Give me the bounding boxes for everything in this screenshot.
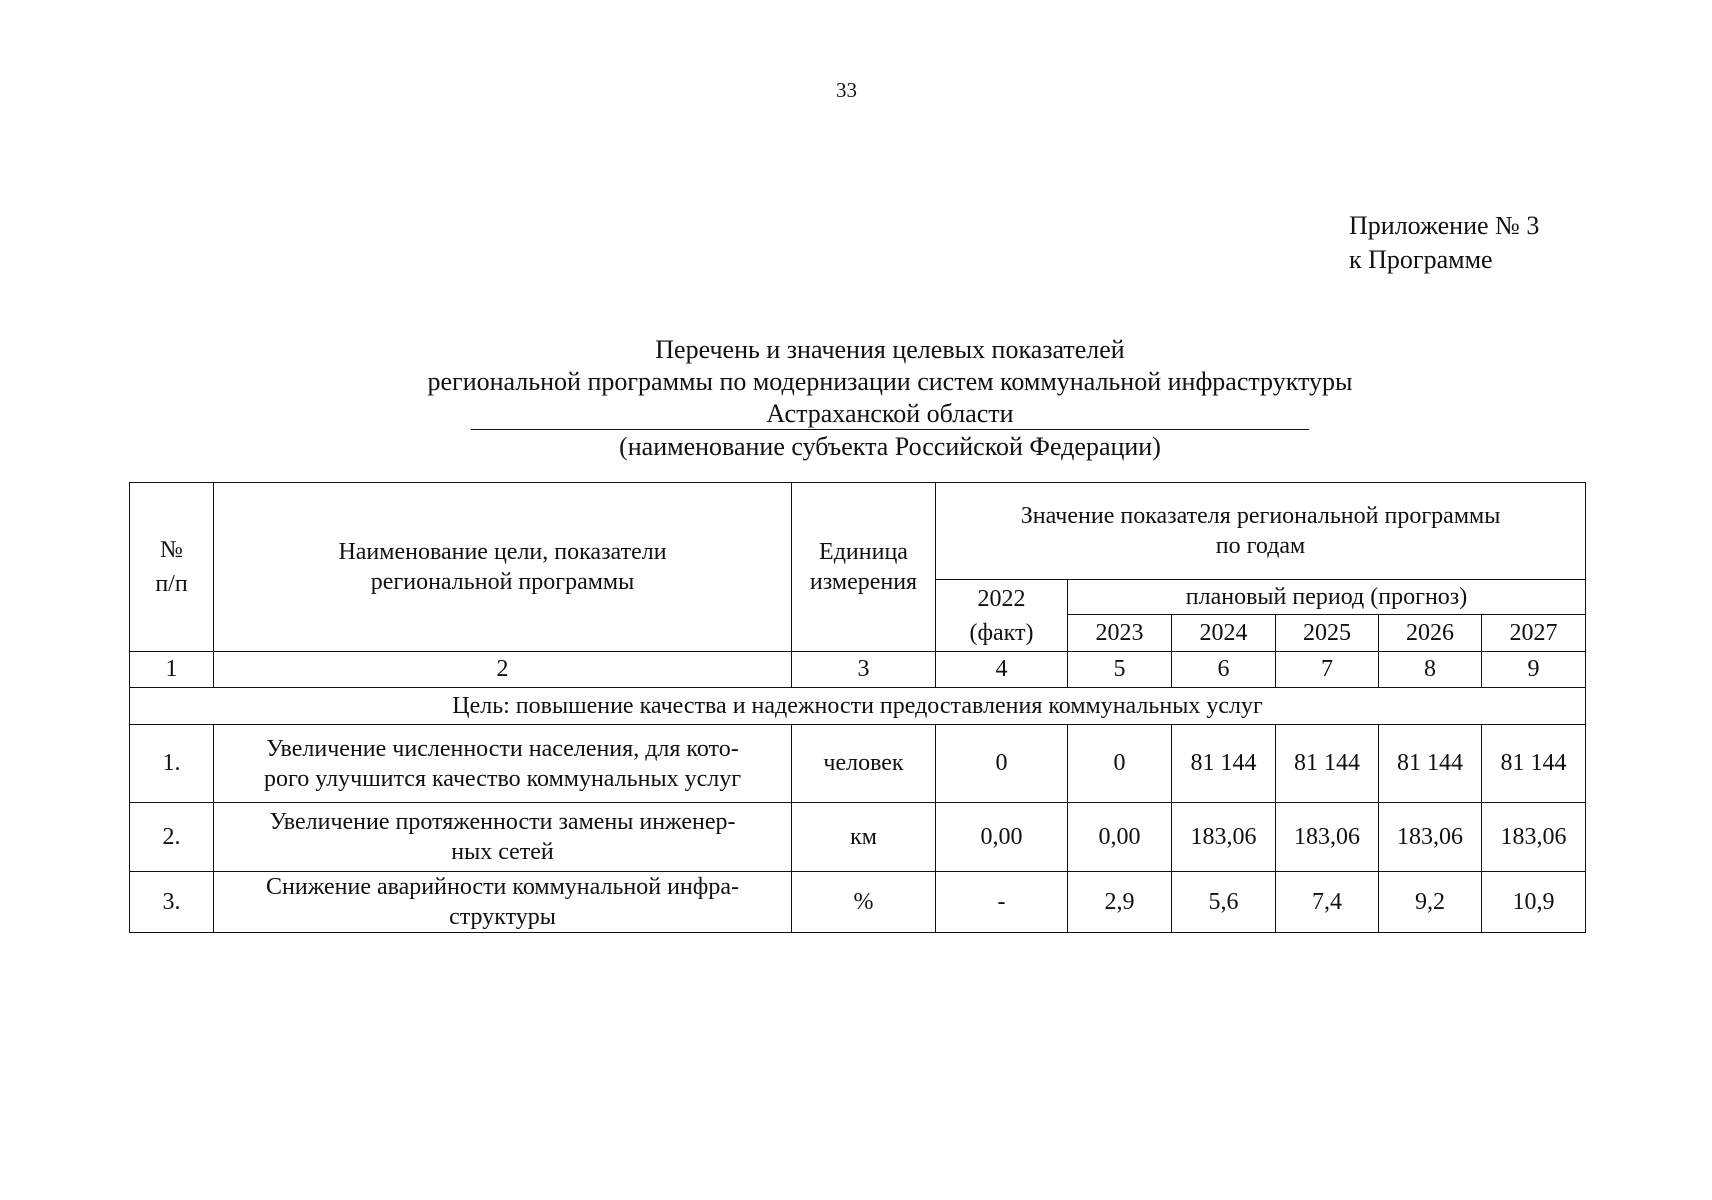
header-values-line-1: Значение показателя региональной программы xyxy=(1020,503,1501,529)
value-cell: 0,00 xyxy=(936,803,1068,872)
header-name-line-2: региональной программы xyxy=(370,569,635,595)
value-cell: 2,9 xyxy=(1068,872,1172,933)
column-number: 1 xyxy=(130,652,214,688)
header-name xyxy=(214,483,792,652)
title-line-2: региональной программы по модернизации систем коммунальной инфраструктуры xyxy=(427,367,1353,396)
value-cell: 0 xyxy=(936,725,1068,803)
header-unit-line-2: измерения xyxy=(809,569,918,595)
column-number: 6 xyxy=(1172,652,1276,688)
value-cell: 183,06 xyxy=(1379,803,1482,872)
header-fact-year-value: 2022 xyxy=(977,585,1026,612)
table-row xyxy=(130,725,1586,803)
value-cell: 9,2 xyxy=(1379,872,1482,933)
value-cell: 183,06 xyxy=(1172,803,1276,872)
indicator-unit: км xyxy=(792,803,936,872)
value-cell: 0,00 xyxy=(1068,803,1172,872)
column-number: 5 xyxy=(1068,652,1172,688)
header-values xyxy=(936,483,1586,580)
column-number: 9 xyxy=(1482,652,1586,688)
header-number xyxy=(130,483,214,652)
header-year: 2025 xyxy=(1276,615,1379,652)
header-fact-year xyxy=(936,580,1068,652)
header-name-line-1: Наименование цели, показатели xyxy=(338,539,667,565)
region-name: Астраханской области xyxy=(471,399,1309,430)
header-plan-period: плановый период (прогноз) xyxy=(1068,580,1586,615)
value-cell: 5,6 xyxy=(1172,872,1276,933)
indicator-unit: человек xyxy=(792,725,936,803)
table-row xyxy=(130,872,1586,933)
goal-row xyxy=(130,688,1586,725)
column-number: 4 xyxy=(936,652,1068,688)
indicator-name-line-1: Увеличение численности населения, для кото- xyxy=(266,735,739,762)
column-number: 2 xyxy=(214,652,792,688)
appendix-line-1: Приложение № 3 xyxy=(1349,211,1540,240)
value-cell: 7,4 xyxy=(1276,872,1379,933)
column-number: 3 xyxy=(792,652,936,688)
value-cell: - xyxy=(936,872,1068,933)
value-cell: 81 144 xyxy=(1482,725,1586,803)
header-year: 2027 xyxy=(1482,615,1586,652)
indicator-name xyxy=(214,725,792,803)
column-number: 8 xyxy=(1379,652,1482,688)
header-unit-line-1: Единица xyxy=(819,539,908,565)
header-number-line-1: № xyxy=(160,537,183,563)
document-title xyxy=(280,334,1500,464)
header-year: 2023 xyxy=(1068,615,1172,652)
header-values-line-2: по годам xyxy=(1215,533,1306,559)
column-number: 7 xyxy=(1276,652,1379,688)
value-cell: 10,9 xyxy=(1482,872,1586,933)
page-number: 33 xyxy=(836,78,857,102)
region-caption: (наименование субъекта Российской Федерации) xyxy=(619,432,1161,461)
indicator-name-line-2: ных сетей xyxy=(451,839,554,865)
indicators-table xyxy=(129,482,1586,933)
indicator-name xyxy=(214,803,792,872)
appendix-note xyxy=(1349,209,1539,277)
value-cell: 183,06 xyxy=(1482,803,1586,872)
value-cell: 81 144 xyxy=(1172,725,1276,803)
header-number-line-2: п/п xyxy=(155,571,188,597)
goal-text: Цель: повышение качества и надежности предоставления коммунальных услуг xyxy=(130,688,1586,725)
value-cell: 0 xyxy=(1068,725,1172,803)
value-cell: 81 144 xyxy=(1276,725,1379,803)
row-number: 3. xyxy=(130,872,214,933)
title-line-1: Перечень и значения целевых показателей xyxy=(655,335,1125,364)
indicator-name-line-1: Снижение аварийности коммунальной инфра- xyxy=(266,874,739,900)
indicator-name-line-2: структуры xyxy=(449,904,556,930)
column-number-row xyxy=(130,652,1586,688)
table-row xyxy=(130,803,1586,872)
header-year: 2026 xyxy=(1379,615,1482,652)
row-number: 1. xyxy=(130,725,214,803)
row-number: 2. xyxy=(130,803,214,872)
value-cell: 81 144 xyxy=(1379,725,1482,803)
indicator-name xyxy=(214,872,792,933)
appendix-line-2: к Программе xyxy=(1349,245,1493,274)
indicator-unit: % xyxy=(792,872,936,933)
indicator-name-line-1: Увеличение протяженности замены инженер- xyxy=(269,809,736,835)
value-cell: 183,06 xyxy=(1276,803,1379,872)
header-unit xyxy=(792,483,936,652)
header-year: 2024 xyxy=(1172,615,1276,652)
header-fact-label: (факт) xyxy=(969,619,1034,646)
indicator-name-line-2: рого улучшится качество коммунальных услуг xyxy=(263,765,742,792)
